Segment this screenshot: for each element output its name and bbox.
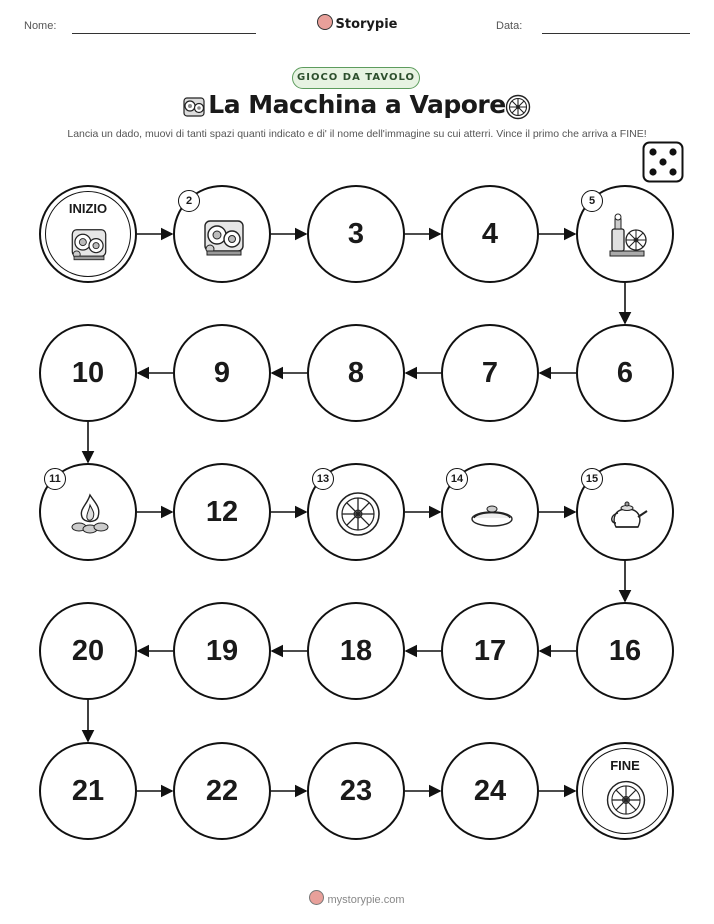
space-number: 6 — [616, 357, 634, 389]
space-number: 21 — [71, 775, 105, 807]
board-space-17 — [441, 602, 539, 700]
brand-name: Storypie — [335, 17, 398, 32]
storypie-logo-icon — [309, 890, 324, 905]
board-space-8 — [307, 324, 405, 422]
pot-lid-icon — [467, 489, 517, 543]
space-number: 7 — [481, 357, 499, 389]
board-space-3 — [307, 185, 405, 283]
kettle-icon — [602, 489, 652, 543]
space-number: 18 — [339, 635, 373, 667]
space-number: 13 — [312, 468, 334, 490]
space-number: 20 — [71, 635, 105, 667]
space-number: 5 — [581, 190, 603, 212]
board-space-1 — [39, 185, 137, 283]
board-space-16 — [576, 602, 674, 700]
name-label: Nome: — [24, 20, 57, 32]
board-space-9 — [173, 324, 271, 422]
space-number: 22 — [205, 775, 239, 807]
footer-url: mystorypie.com — [327, 894, 405, 906]
board-space-12 — [173, 463, 271, 561]
wheel-icon — [604, 778, 648, 826]
space-number: 9 — [213, 357, 231, 389]
board-space-7 — [441, 324, 539, 422]
board-space-20 — [39, 602, 137, 700]
board-space-21 — [39, 742, 137, 840]
space-number: 24 — [473, 775, 507, 807]
space-number: 3 — [347, 218, 365, 250]
board-space-25 — [576, 742, 674, 840]
instructions: Lancia un dado, muovi di tanti spazi quanti indicato e di' il nome dell'immagine su cui atterri. Vince il primo che arriva a FINE! — [67, 128, 647, 140]
board-space-18 — [307, 602, 405, 700]
space-number: 2 — [178, 190, 200, 212]
board-space-24 — [441, 742, 539, 840]
space-number: 10 — [71, 357, 105, 389]
board-space-23 — [307, 742, 405, 840]
start-label: INIZIO — [68, 201, 108, 216]
page-title: La Macchina a Vapore — [208, 90, 506, 119]
gears-icon — [67, 221, 111, 269]
space-number: 11 — [44, 468, 66, 490]
end-label: FINE — [610, 758, 640, 773]
space-number: 4 — [481, 218, 499, 250]
board-space-6 — [576, 324, 674, 422]
board-space-5 — [576, 185, 674, 283]
board-space-13 — [307, 463, 405, 561]
space-number: 17 — [473, 635, 507, 667]
campfire-icon — [65, 489, 115, 543]
board-space-11 — [39, 463, 137, 561]
date-label: Data: — [496, 20, 523, 32]
board-space-22 — [173, 742, 271, 840]
steam-engine-icon — [602, 211, 652, 265]
board-space-14 — [441, 463, 539, 561]
board-space-10 — [39, 324, 137, 422]
board-space-2 — [173, 185, 271, 283]
board-space-4 — [441, 185, 539, 283]
space-number: 14 — [446, 468, 468, 490]
footer — [0, 890, 714, 906]
game-type-badge: GIOCO DA TAVOLO — [292, 67, 420, 89]
space-number: 16 — [608, 635, 642, 667]
board-space-15 — [576, 463, 674, 561]
space-number: 23 — [339, 775, 373, 807]
wheel-icon — [333, 489, 383, 543]
space-number: 19 — [205, 635, 239, 667]
gears-icon — [199, 211, 249, 265]
space-number: 8 — [347, 357, 365, 389]
space-number: 12 — [205, 496, 239, 528]
space-number: 15 — [581, 468, 603, 490]
board-space-19 — [173, 602, 271, 700]
